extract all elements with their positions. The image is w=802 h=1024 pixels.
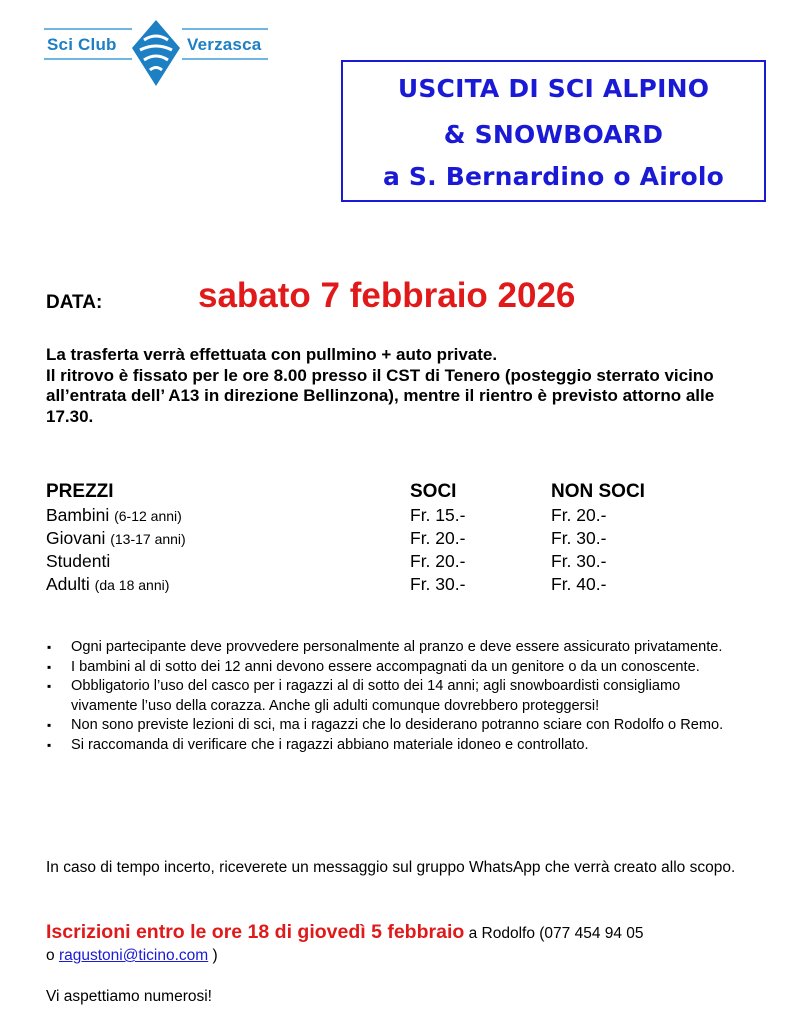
logo-rule-bottom-right <box>182 58 268 60</box>
list-item <box>46 716 746 736</box>
title-line-1: USCITA DI SCI ALPINO <box>397 74 710 103</box>
closing-text: Vi aspettiamo numerosi! <box>46 988 212 1005</box>
price-label: Adulti <box>46 574 90 594</box>
price-table <box>46 481 746 597</box>
registration-or: o <box>46 947 59 964</box>
price-header-members: SOCI <box>410 481 457 502</box>
bullet-icon: ▪ <box>47 718 52 732</box>
intro-paragraph <box>46 345 766 427</box>
price-row <box>46 528 746 551</box>
price-note: (da 18 anni) <box>94 577 170 593</box>
price-non-members: Fr. 30.- <box>551 551 607 571</box>
email-link[interactable]: ragustoni@ticino.com <box>58 947 209 964</box>
club-logo <box>44 18 268 88</box>
list-item <box>46 638 746 658</box>
price-row <box>46 574 746 597</box>
price-non-members: Fr. 30.- <box>551 528 607 548</box>
note-text: I bambini al di sotto dei 12 anni devono essere accompagnati da un genitore o da un conoscente. <box>71 658 700 675</box>
date-label: DATA: <box>46 292 103 313</box>
logo-diamond-icon <box>130 18 182 88</box>
price-row <box>46 505 746 528</box>
note-text: Obbligatorio l’uso del casco per i ragazzi al di sotto dei 14 anni; agli snowboardisti consigliamo vivamente l’uso della corazza. Anche gli adulti comunque dovrebbero proteggersi! <box>71 678 681 714</box>
price-non-members: Fr. 40.- <box>551 574 607 594</box>
bullet-icon: ▪ <box>47 640 52 654</box>
title-line-3: a S. Bernardino o Airolo <box>382 162 725 191</box>
list-item <box>46 658 746 678</box>
list-item <box>46 677 746 716</box>
price-header-row <box>46 481 746 505</box>
price-header-non-members: NON SOCI <box>551 481 645 502</box>
title-line-2: & SNOWBOARD <box>443 120 664 149</box>
registration-contact: a Rodolfo (077 454 94 05 <box>464 925 644 942</box>
title-box <box>341 60 766 202</box>
price-row <box>46 551 746 574</box>
price-note: (13-17 anni) <box>110 531 186 547</box>
list-item <box>46 736 746 756</box>
price-non-members: Fr. 20.- <box>551 505 607 525</box>
bullet-icon: ▪ <box>47 679 52 693</box>
registration-info <box>46 921 776 967</box>
note-text: Non sono previste lezioni di sci, ma i ragazzi che lo desiderano potranno sciare con Rodolfo o Remo. <box>71 717 724 733</box>
price-members: Fr. 20.- <box>410 551 466 571</box>
price-label: Bambini <box>46 505 110 525</box>
intro-line-2: Il ritrovo è fissato per le ore 8.00 presso il CST di Tenero (posteggio sterrato vicino all’entrata dell’ A13 in direzione Bellinzona), mentre il rientro è previsto attorno alle 17.30. <box>46 365 715 426</box>
weather-note: In caso di tempo incerto, riceverete un messaggio sul gruppo WhatsApp che verrà creato allo scopo. <box>46 859 736 876</box>
bullet-icon: ▪ <box>47 659 52 674</box>
price-header-category: PREZZI <box>46 481 114 502</box>
note-text: Ogni partecipante deve provvedere personalmente al pranzo e deve essere assicurato privatamente. <box>71 639 723 655</box>
price-label: Studenti <box>46 551 111 571</box>
note-text: Si raccomanda di verificare che i ragazzi abbiano materiale idoneo e controllato. <box>71 736 589 753</box>
registration-suffix: ) <box>208 947 218 964</box>
intro-line-1: La trasferta verrà effettuata con pullmino + auto private. <box>46 345 498 364</box>
notes-list <box>46 638 746 755</box>
price-members: Fr. 30.- <box>410 574 466 594</box>
price-note: (6-12 anni) <box>114 508 182 524</box>
price-label: Giovani <box>46 528 106 548</box>
bullet-icon: ▪ <box>47 737 52 752</box>
price-members: Fr. 20.- <box>410 528 466 548</box>
logo-rule-top-right <box>182 28 268 30</box>
logo-text-sci-club: Sci Club <box>47 35 117 54</box>
logo-rule-bottom-left <box>44 58 132 60</box>
registration-deadline: Iscrizioni entro le ore 18 di giovedì 5 febbraio <box>46 921 465 943</box>
event-date: sabato 7 febbraio 2026 <box>198 276 576 315</box>
logo-rule-top-left <box>44 28 132 30</box>
price-members: Fr. 15.- <box>410 505 466 525</box>
logo-text-verzasca: Verzasca <box>187 35 262 54</box>
